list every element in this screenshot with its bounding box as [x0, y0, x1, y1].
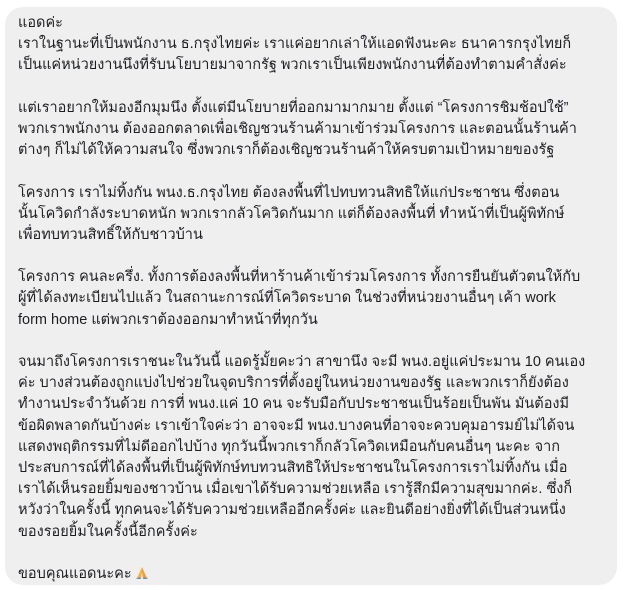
- message-line: [18, 119, 617, 140]
- message-line: [18, 479, 617, 500]
- message-line: [18, 394, 617, 415]
- message-bubble: [5, 7, 617, 585]
- message-text: ของรอยยิ้มในครั้งนี้อีกครั้งค่ะ: [18, 523, 198, 540]
- message-text: เราในฐานะที่เป็นพนักงาน ธ.กรุงไทยค่ะ เราแค่อยากเล่าให้แอดฟังนะคะ ธนาคารกรุงไทยก็: [18, 36, 572, 53]
- message-text: พวกเราพนักงาน ต้องออกตลาดเพื่อเชิญชวนร้านค้ามาเข้าร่วมโครงการ และตอนนั้นร้านค้า: [18, 120, 577, 137]
- message-text: แสดงพฤติกรรมที่ไม่ดีออกไปบ้าง ทุกวันนี้พวกเราก็กลัวโควิดเหมือนกับคนอื่นๆ นะคะ จาก: [18, 438, 560, 455]
- message-paragraph: [18, 98, 617, 162]
- message-line: [18, 437, 617, 458]
- message-line: [18, 352, 617, 373]
- message-text: ต่างๆ ก็ไม่ได้ให้ความสนใจ ซึ่งพวกเราก็ต้องเชิญชวนร้านค้าให้ครบตามเป้าหมายของรัฐ: [18, 142, 555, 159]
- message-line: [18, 225, 617, 246]
- message-text: ขอบคุณแอดนะคะ: [18, 565, 132, 582]
- message-line: [18, 140, 617, 161]
- message-line: [18, 267, 617, 288]
- message-text: เราได้เห็นรอยยิ้มของชาวบ้าน เมื่อเขาได้รับความช่วยเหลือ เรารู้สึกมีความสุขมากค่ะ. ซึ่งก็: [18, 481, 573, 498]
- message-line: [18, 310, 617, 331]
- message-text: ผู้ที่ได้ลงทะเบียนไปแล้ว ในสถานะการณ์ที่โควิดระบาด ในช่วงที่หน่วยงานอื่นๆ เค้า work: [18, 290, 556, 307]
- message-text: ข้อผิดพลาดกันบ้างค่ะ เราเข้าใจค่ะว่า อาจจะมี พนง.บางคนที่อาจจะควบคุมอารมย์ไม่ได้จน: [18, 417, 575, 434]
- message-line: [18, 458, 617, 479]
- message-text: form home แต่พวกเราต้องออกมาทำหน้าที่ทุกวัน: [18, 311, 318, 328]
- message-line: [18, 204, 617, 225]
- message-line: [18, 500, 617, 521]
- message-text: หวังว่าในครั้งนี้ ทุกคนจะได้รับความช่วยเหลืออีกครั้งค่ะ และยินดีอย่างยิ่งที่ได้เป็นส่วนหนึ่ง: [18, 502, 566, 519]
- message-text: จนมาถึงโครงการเราชนะในวันนี้ แอดรู้มั้ยคะว่า สาขานึง จะมี พนง.อยู่แค่ประมาน 10 คนเอง: [18, 354, 586, 370]
- message-paragraph: [18, 564, 617, 585]
- message-text: นั้นโควิดกำลังระบาดหนัก พวกเรากลัวโควิดกันมาก แต่ก็ต้องลงพื้นที่ ทำหน้าที่เป็นผู้พิทักษ์: [18, 205, 565, 222]
- message-line: [18, 288, 617, 309]
- message-paragraph: [18, 267, 617, 331]
- message-text: แอดค่ะ: [18, 15, 63, 31]
- message-line: [18, 34, 617, 55]
- message-line: [18, 13, 617, 34]
- message-text: ประสบการณ์ที่ได้ลงพื้นที่เป็นผู้พิทักษ์ทบทวนสิทธิให้ประชาชนในโครงการเราไม่ทิ้งกัน เมื่อ: [18, 459, 568, 476]
- message-line: [18, 98, 617, 119]
- message-line: [18, 564, 617, 585]
- message-line: [18, 373, 617, 394]
- message-text: โครงการ เราไม่ทิ้งกัน พนง.ธ.กรุงไทย ต้องลงพื้นที่ไปทบทวนสิทธิให้แก่ประชาชน ซึ่งตอน: [18, 184, 560, 201]
- message-paragraph: [18, 183, 617, 247]
- message-line: [18, 183, 617, 204]
- message-text: แต่เราอยากให้มองอีกมุมนึง ตั้งแต่มีนโยบายที่ออกมามากมาย ตั้งแต่ “โครงการชิมช้อปใช้”: [18, 99, 569, 116]
- message-line: [18, 416, 617, 437]
- message-paragraph: [18, 352, 617, 543]
- message-paragraph: [18, 13, 617, 77]
- folded-hands-icon: [135, 566, 149, 580]
- message-text: ค่ะ บางส่วนต้องถูกแบ่งไปช่วยในจุดบริการที่ตั้งอยู่ในหน่วยงานของรัฐ และพวกเราก็ยังต้อง: [18, 375, 569, 392]
- message-text: เพื่อทบทวนสิทธิ์ให้กับชาวบ้าน: [18, 226, 203, 243]
- message-line: [18, 522, 617, 543]
- message-line: [18, 55, 617, 76]
- message-text: เป็นแค่หน่วยงานนึงที่รับนโยบายมาจากรัฐ พวกเราเป็นเพียงพนักงานที่ต้องทำตามคำสั่งค่ะ: [18, 57, 567, 74]
- message-text: ทำงานประจำวันด้วย การที่ พนง.แค่ 10 คน จะรับมือกับประชาชนเป็นร้อยเป็นพัน มันต้องมี: [18, 396, 570, 413]
- message-text: โครงการ คนละครึ่ง. ทั้งการต้องลงพื้นที่หาร้านค้าเข้าร่วมโครงการ ทั้งการยืนยันตัวตนให้กับ: [18, 269, 581, 286]
